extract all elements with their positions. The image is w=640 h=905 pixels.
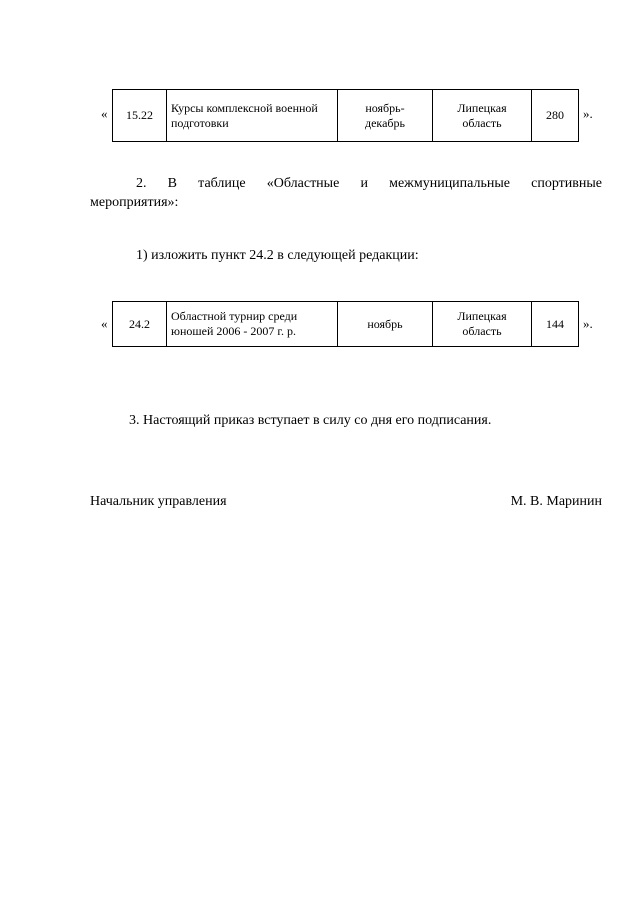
entry-name: Областной турнир среди юношей 2006 - 2007 г. р. [167, 302, 338, 347]
entry-number: 24.2 [113, 302, 167, 347]
signature-position: Начальник управления [90, 494, 227, 509]
paragraph-2-line-1: 2. В таблице «Областные и межмуниципальные спортивные [136, 176, 602, 191]
entry-count: 144 [532, 302, 579, 347]
entry-place: Липецкая область [433, 90, 532, 142]
table-entry-24-2 [112, 301, 579, 347]
entry-dates: ноябрь- декабрь [338, 90, 433, 142]
close-quote-1: ». [583, 106, 593, 121]
close-quote-2: ». [583, 316, 593, 331]
open-quote-2: « [101, 316, 108, 331]
table-row [113, 302, 579, 347]
paragraph-3: 3. Настоящий приказ вступает в силу со дня его подписания. [129, 413, 492, 428]
open-quote-1: « [101, 106, 108, 121]
table-row [113, 90, 579, 142]
subitem-1: 1) изложить пункт 24.2 в следующей редакции: [136, 248, 419, 263]
entry-name: Курсы комплексной военной подготовки [167, 90, 338, 142]
entry-number: 15.22 [113, 90, 167, 142]
table-entry-15-22 [112, 89, 579, 142]
paragraph-2-line-2: мероприятия»: [90, 195, 179, 210]
entry-dates: ноябрь [338, 302, 433, 347]
entry-place: Липецкая область [433, 302, 532, 347]
signature-name: М. В. Маринин [510, 494, 602, 509]
entry-count: 280 [532, 90, 579, 142]
